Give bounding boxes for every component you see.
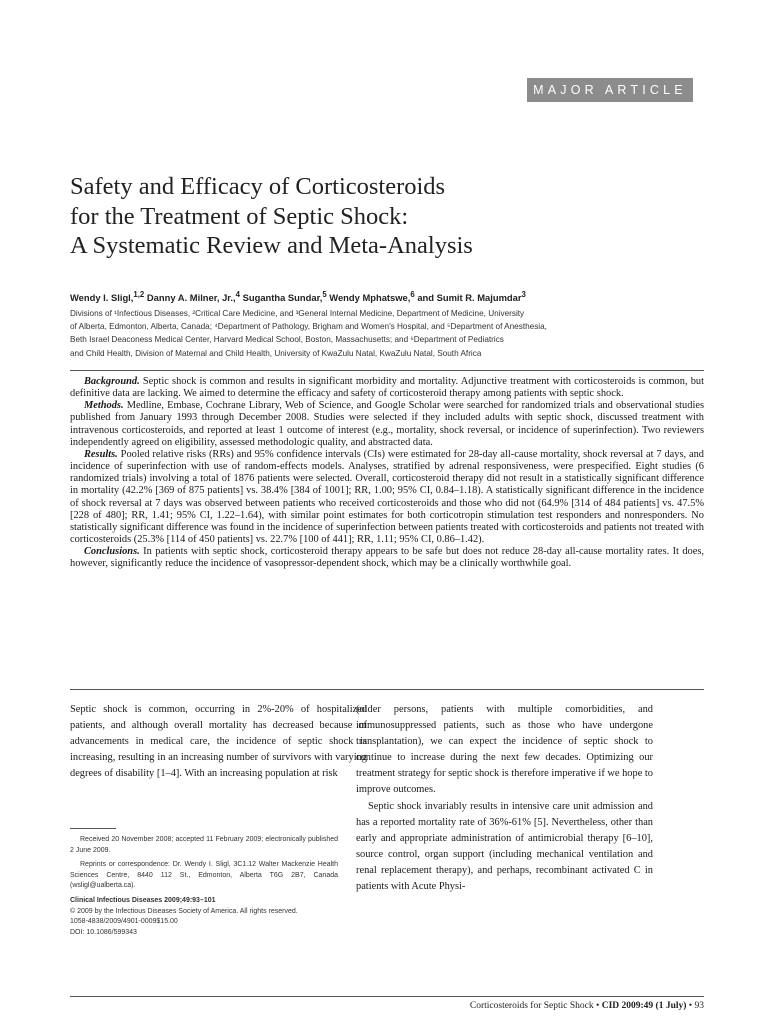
body-paragraph: Septic shock is common, occurring in 2%-20% of hospitalized patients, and although overall mortality has decreased because of advancements in medical care, the incidence of septic shock is increasing, resulting in an increasing number of survivors with varying degrees of disability [1–4]. With an increasing population at risk bbox=[70, 704, 367, 780]
footnotes bbox=[70, 835, 338, 938]
body-paragraph: (older persons, patients with multiple comorbidities, and immunosuppressed patients, such as those who have undergone transplantation), we can expect the incidence of septic shock to continue to increase during the next few decades. Optimizing our treatment strategy for septic shock is therefore imperative if we hope to improve outcomes. bbox=[356, 704, 653, 796]
title-line-3: A Systematic Review and Meta-Analysis bbox=[70, 232, 473, 259]
abstract-results-label: Results. bbox=[84, 448, 118, 460]
abstract-methods-text: Medline, Embase, Cochrane Library, Web of Science, and Google Scholar were searched for randomized trials and observational studies published from January 1993 through December 2008. Studies were selected if they included adults with septic shock, discussed treatment with intravenous corticosteroids, and reported at least 1 outcome of interest (e.g., mortality, shock reversal, or incidence of superinfection). Two reviewers independently agreed on eligibility, assessed methodologic quality, and abstracted data. bbox=[70, 400, 704, 448]
footer-journal: CID 2009:49 (1 July) bbox=[601, 1001, 687, 1011]
author-affiliation-sup: 1,2 bbox=[133, 290, 145, 299]
footer-separator: • bbox=[686, 1001, 695, 1011]
author-name: Sugantha Sundar, bbox=[242, 292, 323, 304]
abstract-conclusions-text: In patients with septic shock, corticosteroid therapy appears to be safe but does not reduce 28-day all-cause mortality rates. It does, however, significantly reduce the incidence of vasopressor-dependent shock, which may be a clinically worthwhile goal. bbox=[70, 546, 704, 570]
abstract-methods bbox=[70, 400, 704, 449]
author-name: and Sumit R. Majumdar bbox=[417, 292, 522, 304]
affiliation-line-1: Divisions of ¹Infectious Diseases, ²Critical Care Medicine, and ³General Internal Medicine, Department of Medicine, University bbox=[70, 309, 525, 318]
author-name: Wendy I. Sligl, bbox=[70, 292, 134, 304]
page-footer bbox=[470, 1001, 704, 1011]
footnote-received: Received 20 November 2008; accepted 11 February 2009; electronically published 2 June 2009. bbox=[70, 836, 338, 854]
footer-page-number: 93 bbox=[694, 1001, 704, 1011]
author-affiliation-sup: 6 bbox=[410, 290, 415, 299]
affiliation-line-4: and Child Health, Division of Maternal and Child Health, University of KwaZulu Natal, KwaZulu Natal, South Africa bbox=[70, 348, 482, 358]
author-affiliation-sup: 4 bbox=[235, 290, 240, 299]
abstract-results-text: Pooled relative risks (RRs) and 95% confidence intervals (CIs) were estimated for 28-day all-cause mortality, shock reversal at 7 days, and incidence of superinfection with use of random-effects models. Analyses, stratified by adrenal responsiveness, were prespecified. Eight studies (6 randomized trials) involving a total of 1876 patients were selected. Overall, corticosteroid therapy did not result in a statistically significant difference in mortality (42.2% [369 of 875 patients] vs. 38.4% [384 of 1001]; RR, 1.00; 95% CI, 0.84–1.18). A statistically significant difference in the incidence of shock reversal at 7 days was observed between patients who received corticosteroids and those who did not (64.9% [314 of 484 patients] vs. 47.5% [228 of 480]; RR, 1.41; 95% CI, 1.22–1.64), with similar point estimates for both corticotropin stimulation test responders and nonresponders. No statistically significant difference was found in the incidence of superinfection between patients treated with corticosteroids and patients not treated with corticosteroids (25.3% [114 of 450 patients] vs. 22.7% [100 of 441]; RR, 1.11; 95% CI, 0.86–1.42). bbox=[70, 448, 704, 546]
abstract-background-label: Background. bbox=[84, 376, 140, 387]
footnote-journal-citation: Clinical Infectious Diseases 2009;49:93–101 bbox=[70, 896, 216, 904]
author-affiliation-sup: 3 bbox=[521, 290, 526, 299]
footer-rule bbox=[70, 996, 704, 997]
footnote-doi: DOI: 10.1086/599343 bbox=[70, 928, 137, 936]
footnote-reprints: Reprints or correspondence: Dr. Wendy I. Sligl, 3C1.12 Walter Mackenzie Health Sciences Centre, 8440 112 St., Edmonton, Alberta T6G 2B7, Canada (wsligl@ualberta.ca). bbox=[70, 861, 338, 890]
title-line-1: Safety and Efficacy of Corticosteroids bbox=[70, 173, 446, 200]
abstract-results bbox=[70, 449, 704, 546]
footnote-rule bbox=[70, 828, 116, 829]
footer-separator: • bbox=[593, 1001, 602, 1011]
abstract bbox=[70, 376, 704, 571]
body-paragraph: Septic shock invariably results in intensive care unit admission and has a reported mortality rate of 36%-61% [5]. Nevertheless, other than early and appropriate administration of antimicrobial therapy [6–10], source control, organ support (including mechanical ventilation and renal replacement therapy), and perhaps, recombinant activated C in patients with Acute Physi- bbox=[356, 800, 653, 893]
abstract-background bbox=[70, 376, 704, 400]
affiliation-line-2: of Alberta, Edmonton, Alberta, Canada; ⁴Department of Pathology, Brigham and Women's Hospital, and ⁵Department of Anesthesia, bbox=[70, 322, 547, 332]
abstract-conclusions-label: Conclusions. bbox=[84, 546, 140, 558]
footnote-issn: 1058-4838/2009/4901-0009$15.00 bbox=[70, 918, 178, 926]
title-line-2: for the Treatment of Septic Shock: bbox=[70, 202, 409, 230]
author-name: Wendy Mphatswe, bbox=[329, 292, 411, 304]
affiliations bbox=[70, 307, 710, 360]
abstract-methods-label: Methods. bbox=[84, 400, 124, 412]
author-affiliation-sup: 5 bbox=[322, 290, 327, 299]
article-type-banner: MAJOR ARTICLE bbox=[527, 78, 693, 102]
affiliation-line-3: Beth Israel Deaconess Medical Center, Harvard Medical School, Boston, Massachusetts; and ⁶Department of Pediatrics bbox=[70, 335, 504, 345]
footer-running-title: Corticosteroids for Septic Shock bbox=[469, 1001, 594, 1011]
footnote-copyright: © 2009 by the Infectious Diseases Society of America. All rights reserved. bbox=[70, 907, 298, 915]
abstract-bottom-rule bbox=[70, 689, 704, 690]
author-name: Danny A. Milner, Jr., bbox=[146, 292, 236, 304]
body-column-right bbox=[356, 702, 653, 895]
abstract-background-text: Septic shock is common and results in significant morbidity and mortality. Adjunctive treatment with corticosteroids is common, but definitive data are lacking. We aimed to determine the efficacy and safety of corticosteroid therapy among patients with septic shock. bbox=[70, 376, 704, 400]
article-title bbox=[70, 172, 670, 261]
abstract-top-rule bbox=[70, 370, 704, 371]
body-column-left bbox=[70, 702, 367, 782]
abstract-conclusions bbox=[70, 546, 704, 570]
author-list bbox=[70, 290, 710, 303]
